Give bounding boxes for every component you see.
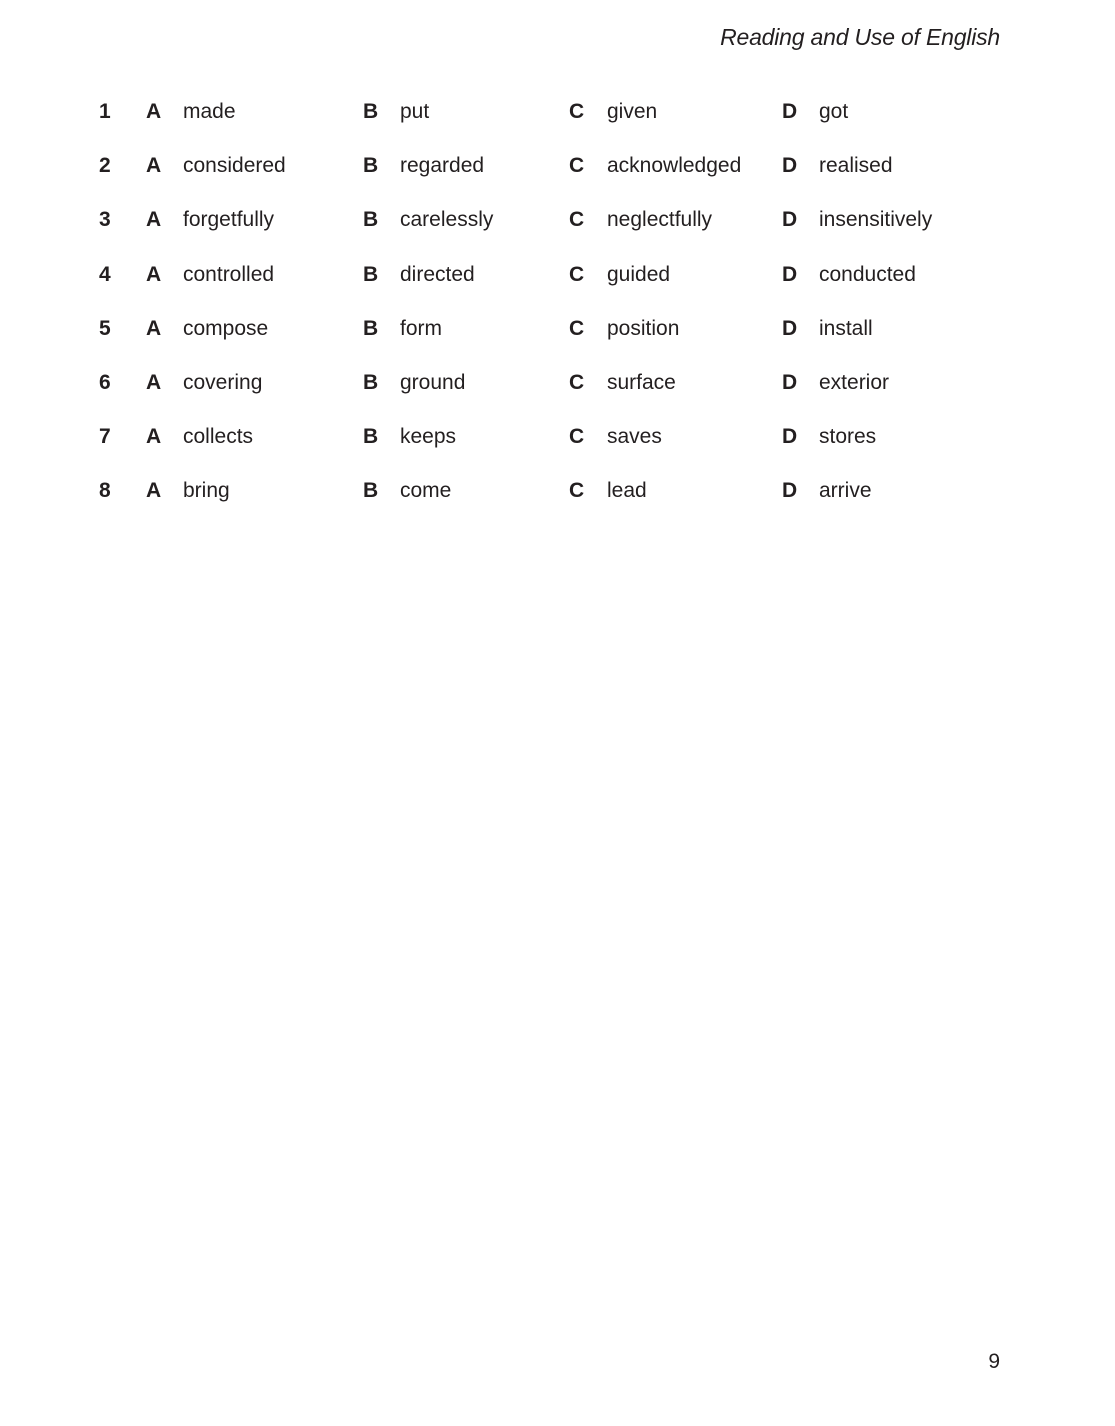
question-number: 1 [99,100,111,123]
option-letter-a: A [146,316,162,340]
option-letter-d: D [782,425,798,449]
option-letter-a: A [146,154,162,178]
option-letter-c: C [569,370,585,394]
option-letter-a: A [146,100,162,123]
section-title: Reading and Use of English [720,24,1000,50]
option-letter-d: D [782,100,798,123]
question-row-4 [0,251,1115,305]
option-a: covering [183,370,263,394]
question-number: 5 [99,316,111,340]
option-c: surface [607,370,676,394]
option-d: got [819,100,849,123]
page-number: 9 [988,1350,1000,1373]
question-number: 8 [99,479,111,503]
option-b: form [400,316,442,340]
option-b: regarded [400,154,485,178]
option-c: position [607,316,680,340]
option-a: compose [183,316,269,340]
option-letter-c: C [569,425,585,449]
question-number: 2 [99,154,111,178]
option-letter-b: B [363,208,379,232]
question-row-2 [0,142,1115,196]
option-letter-c: C [569,479,585,503]
option-b: directed [400,262,475,286]
option-letter-b: B [363,154,379,178]
question-row-8 [0,467,1115,521]
option-letter-c: C [569,100,585,123]
option-d: install [819,316,873,340]
option-a: made [183,100,236,123]
option-b: put [400,100,430,123]
option-a: forgetfully [183,208,275,232]
question-number: 7 [99,425,111,449]
option-c: neglectfully [607,208,713,232]
option-letter-d: D [782,479,798,503]
option-c: given [607,100,658,123]
option-b: keeps [400,425,457,449]
option-letter-c: C [569,316,585,340]
option-letter-b: B [363,100,379,123]
option-b: carelessly [400,208,494,232]
question-number: 3 [99,208,111,232]
option-d: exterior [819,370,890,394]
question-number: 6 [99,370,111,394]
option-letter-d: D [782,370,798,394]
option-letter-b: B [363,316,379,340]
option-c: acknowledged [607,154,742,178]
option-d: arrive [819,479,872,503]
option-letter-a: A [146,262,162,286]
option-letter-d: D [782,316,798,340]
option-a: bring [183,479,230,503]
option-letter-a: A [146,479,162,503]
option-a: controlled [183,262,275,286]
option-a: collects [183,425,254,449]
option-d: insensitively [819,208,933,232]
option-letter-b: B [363,425,379,449]
option-d: realised [819,154,893,178]
option-letter-a: A [146,370,162,394]
option-c: guided [607,262,671,286]
question-number: 4 [99,262,111,286]
option-b: come [400,479,452,503]
question-row-1 [0,88,1115,142]
question-row-3 [0,196,1115,250]
option-letter-d: D [782,154,798,178]
option-c: saves [607,425,662,449]
option-letter-b: B [363,370,379,394]
option-d: stores [819,425,877,449]
option-letter-c: C [569,208,585,232]
option-letter-d: D [782,262,798,286]
option-d: conducted [819,262,916,286]
option-a: considered [183,154,286,178]
option-letter-a: A [146,208,162,232]
option-letter-c: C [569,154,585,178]
question-row-6 [0,359,1115,413]
option-letter-b: B [363,262,379,286]
option-letter-d: D [782,208,798,232]
question-row-5 [0,305,1115,359]
question-row-7 [0,413,1115,467]
option-letter-b: B [363,479,379,503]
option-letter-a: A [146,425,162,449]
option-c: lead [607,479,647,503]
answer-options-list [0,88,1115,522]
option-b: ground [400,370,466,394]
option-letter-c: C [569,262,585,286]
